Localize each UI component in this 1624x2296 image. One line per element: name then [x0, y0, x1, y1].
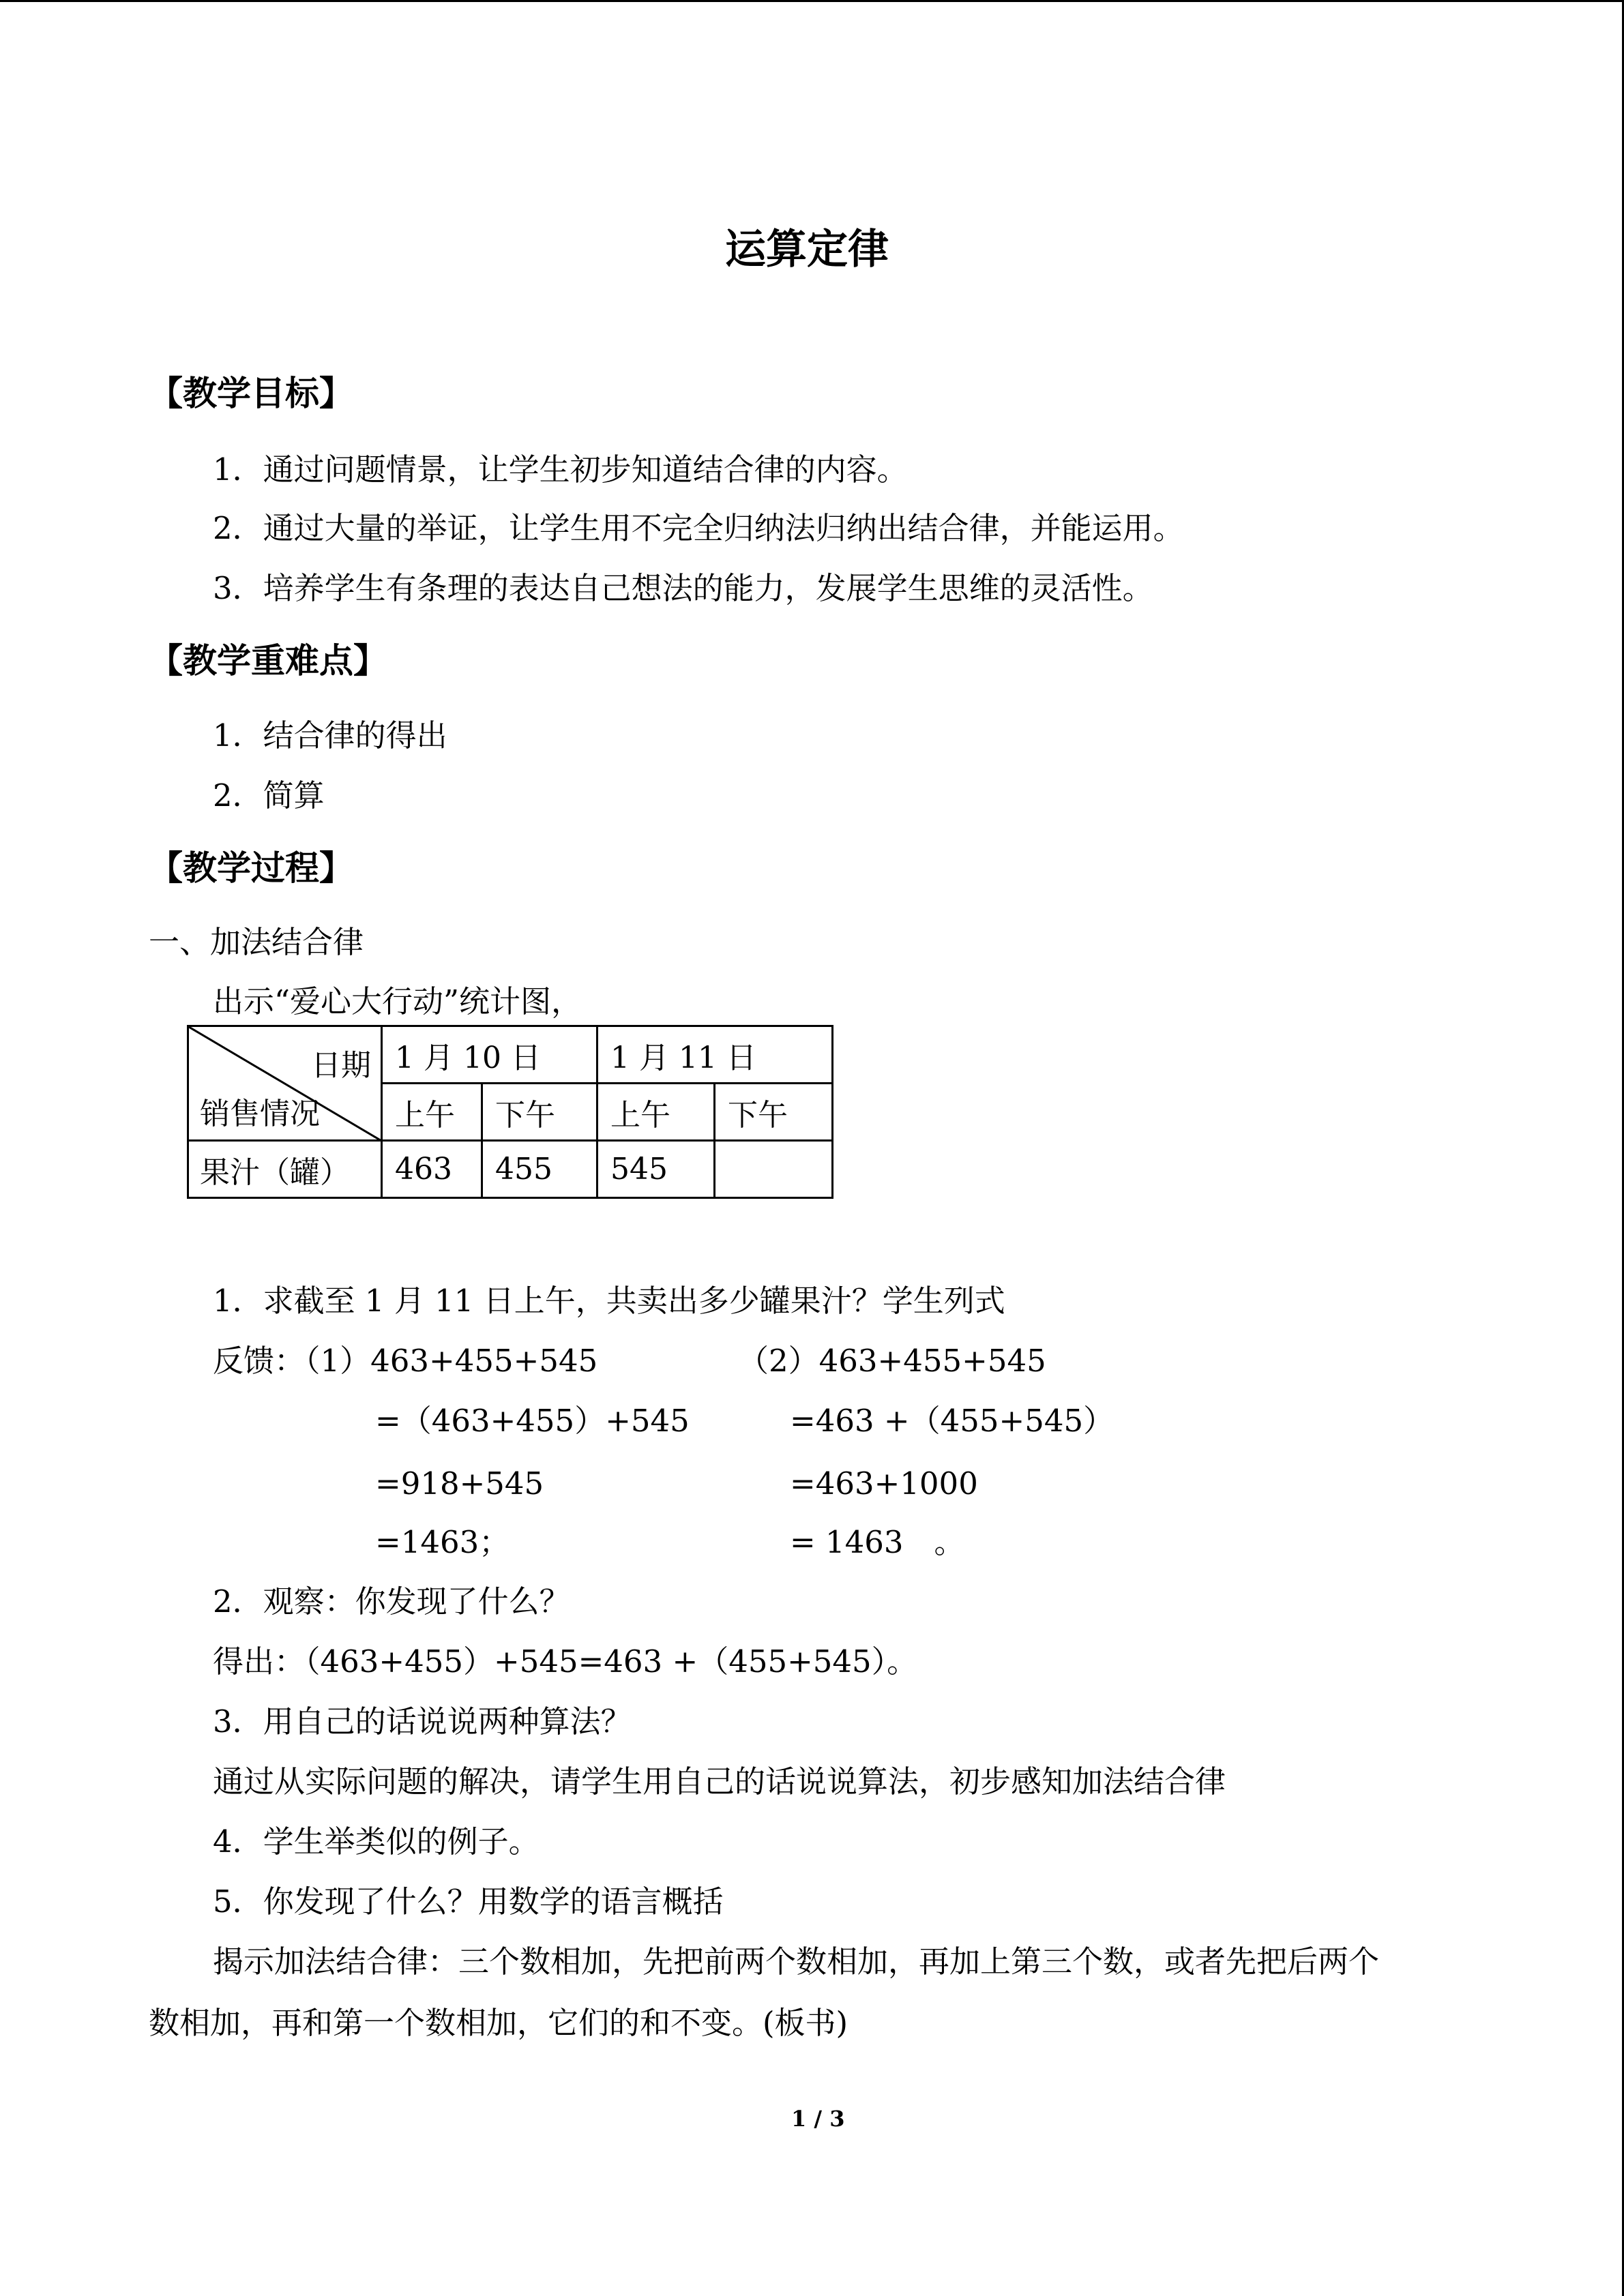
- question-3-detail: 通过从实际问题的解决，请学生用自己的话说说算法，初步感知加法结合律: [213, 1763, 1226, 1800]
- process-intro: 出示“爱心大行动”统计图，: [213, 983, 582, 1019]
- calc-step: =463+1000: [790, 1465, 978, 1502]
- question-4: 4．学生举类似的例子。: [213, 1823, 540, 1860]
- calc-step: = 1463 。: [790, 1524, 965, 1560]
- period-header: 上午: [382, 1084, 482, 1141]
- date-header: 1 月 11 日: [597, 1026, 833, 1084]
- corner-label-date: 日期: [311, 1048, 371, 1083]
- goal-item: 1．通过问题情景，让学生初步知道结合律的内容。: [213, 451, 908, 488]
- calc-step: =918+545: [375, 1465, 544, 1502]
- question-5: 5．你发现了什么？用数学的语言概括: [213, 1883, 724, 1920]
- date-header: 1 月 10 日: [382, 1026, 597, 1084]
- question-1: 1．求截至 1 月 11 日上午，共卖出多少罐果汁？学生列式: [213, 1283, 1005, 1319]
- table-cell: 545: [597, 1141, 715, 1198]
- question-2: 2．观察：你发现了什么？: [213, 1583, 570, 1620]
- rule-line: 数相加，再和第一个数相加，它们的和不变。(板书): [149, 2005, 848, 2041]
- feedback-method-2: （2）463+455+545: [738, 1343, 1046, 1379]
- key-point-item: 2．简算: [213, 777, 325, 814]
- question-3: 3．用自己的话说说两种算法？: [213, 1703, 632, 1740]
- table-corner-cell: [188, 1026, 382, 1141]
- page-number: 1 / 3: [791, 2106, 845, 2132]
- goals-heading: 【教学目标】: [149, 374, 353, 413]
- table-cell: 463: [382, 1141, 482, 1198]
- period-header: 上午: [597, 1084, 715, 1141]
- goal-item: 2．通过大量的举证，让学生用不完全归纳法归纳出结合律，并能运用。: [213, 510, 1184, 546]
- table-cell: [715, 1141, 833, 1198]
- key-points-heading: 【教学重难点】: [149, 641, 387, 681]
- period-header: 下午: [482, 1084, 597, 1141]
- conclusion: 得出：（463+455）+545=463 +（455+545）。: [213, 1643, 918, 1680]
- calc-step: =（463+455）+545: [375, 1403, 690, 1439]
- corner-label-sales: 销售情况: [200, 1097, 320, 1131]
- sales-table: [187, 1025, 833, 1199]
- calc-step: =463 +（455+545）: [790, 1403, 1114, 1439]
- calc-step: =1463；: [375, 1524, 510, 1560]
- feedback-label: 反馈：（1）463+455+545: [213, 1343, 598, 1379]
- period-header: 下午: [715, 1084, 833, 1141]
- key-point-item: 1．结合律的得出: [213, 717, 447, 754]
- rule-line: 揭示加法结合律：三个数相加，先把前两个数相加，再加上第三个数，或者先把后两个: [213, 1943, 1380, 1980]
- process-heading: 【教学过程】: [149, 848, 353, 888]
- page-title: 运算定律: [725, 226, 889, 273]
- goal-item: 3．培养学生有条理的表达自己想法的能力，发展学生思维的灵活性。: [213, 570, 1153, 606]
- row-label: 果汁（罐）: [188, 1141, 382, 1198]
- table-cell: 455: [482, 1141, 597, 1198]
- process-subheading: 一、加法结合律: [149, 924, 364, 960]
